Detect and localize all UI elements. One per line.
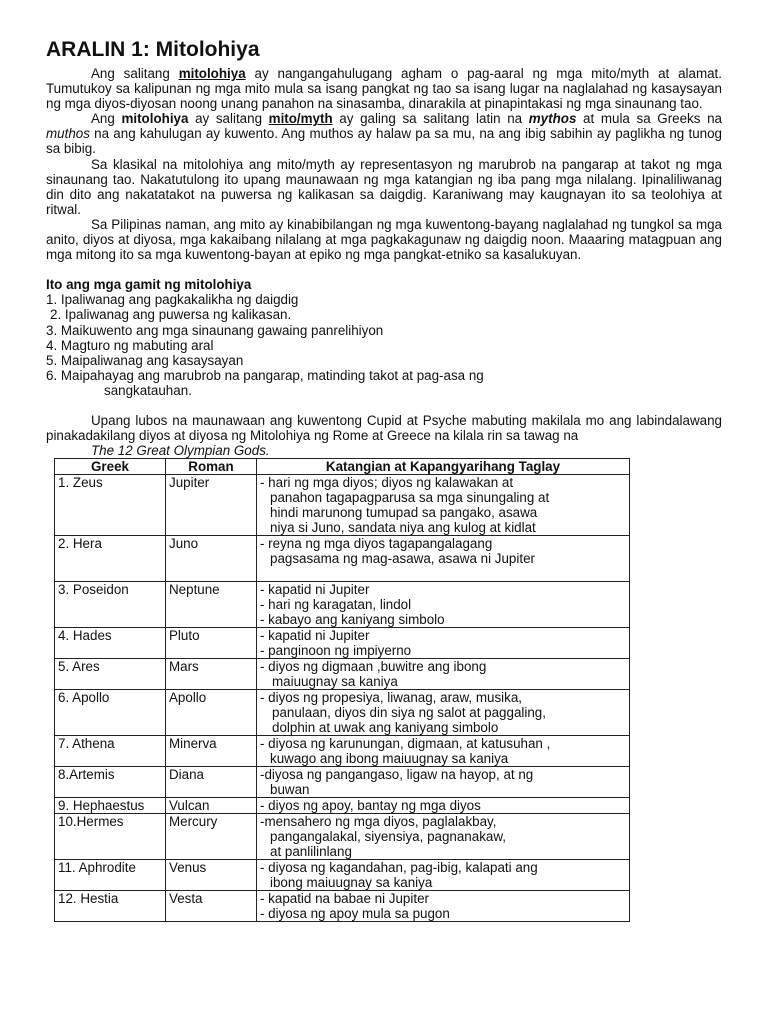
term-mitolohiya-bold: mitolohiya — [121, 111, 189, 127]
text-run: ay salitang — [188, 111, 269, 127]
cell-description — [257, 860, 630, 891]
list-item: 3. Maikuwento ang mga sinaunang gawaing panrelihiyon — [46, 322, 384, 338]
description-line: - diyos ng propesiya, liwanag, araw, musika, — [260, 690, 522, 706]
table-row — [55, 475, 630, 536]
term-mitolohiya: mitolohiya — [178, 66, 246, 81]
table-row — [55, 628, 630, 659]
cell-description — [257, 767, 630, 798]
description-line: - kapatid na babae ni Jupiter — [260, 891, 429, 907]
cell-description — [257, 814, 630, 860]
cell-greek: 3. Poseidon — [55, 582, 166, 628]
description-line: - diyosa ng kagandahan, pag-ibig, kalapati ang — [260, 860, 538, 876]
list-item: 1. Ipaliwanag ang pagkakalikha ng daigdig — [46, 292, 299, 308]
cell-greek: 8.Artemis — [55, 767, 166, 798]
table-row — [55, 736, 630, 767]
text-run: Ang salitang — [91, 66, 179, 81]
header-roman: Roman — [166, 459, 257, 475]
cell-roman: Venus — [166, 860, 257, 891]
text-run: at mula sa Greeks na — [576, 111, 722, 127]
table-row — [55, 582, 630, 628]
cell-greek: 5. Ares — [55, 659, 166, 690]
list-item: 4. Magturo ng mabuting aral — [46, 337, 214, 353]
description-line: pagsasama ng mag-asawa, asawa ni Jupiter — [270, 551, 535, 567]
description-line: panulaan, diyos din siya ng salot at paggaling, — [272, 705, 546, 721]
description-line: niya si Juno, sandata niya ang kulog at kidlat — [270, 520, 536, 536]
cell-roman: Juno — [166, 536, 257, 582]
cell-roman: Vesta — [166, 891, 257, 922]
description-line: - diyosa ng karunungan, digmaan, at katusuhan , — [260, 736, 551, 752]
paragraph-intro: Upang lubos na maunawaan ang kuwentong Cupid at Psyche mabuting makilala mo ang labindalawang pinakadakilang diyos at diyosa ng Mitolohiya ng Rome at Greece na kilala rin sa tawag na — [46, 412, 722, 444]
cell-roman: Mercury — [166, 814, 257, 860]
description-line: - kapatid ni Jupiter — [260, 628, 370, 644]
description-line: - diyosa ng apoy mula sa pugon — [260, 906, 450, 922]
cell-roman: Mars — [166, 659, 257, 690]
cell-greek: 6. Apollo — [55, 690, 166, 736]
table-caption: The 12 Great Olympian Gods. — [91, 443, 270, 459]
header-greek: Greek — [55, 459, 166, 475]
cell-description — [257, 690, 630, 736]
cell-description — [257, 798, 630, 814]
cell-greek: 7. Athena — [55, 736, 166, 767]
document-page — [46, 38, 722, 922]
term-muthos: muthos — [46, 126, 90, 142]
table-row — [55, 860, 630, 891]
cell-greek: 9. Hephaestus — [55, 798, 166, 814]
description-line: - hari ng mga diyos; diyos ng kalawakan at — [260, 475, 514, 491]
table-row — [55, 814, 630, 860]
cell-description — [257, 582, 630, 628]
description-line: panahon tagapagparusa sa mga sinungaling at — [270, 490, 550, 506]
paragraph-etymology — [46, 111, 722, 156]
cell-roman: Neptune — [166, 582, 257, 628]
cell-roman: Jupiter — [166, 475, 257, 536]
cell-greek: 10.Hermes — [55, 814, 166, 860]
table-row — [55, 659, 630, 690]
description-line: pangangalakal, siyensiya, pagnanakaw, — [270, 829, 506, 845]
description-line: -diyosa ng pangangaso, ligaw na hayop, at ng — [260, 767, 534, 783]
uses-list — [46, 292, 722, 398]
table-body — [55, 475, 630, 922]
cell-description — [257, 736, 630, 767]
paragraph-philippines: Sa Pilipinas naman, ang mito ay kinabibilangan ng mga kuwentong-bayang naglalahad ng tungkol sa mga anito, diyos at diyosa, mga kakaibang nilalang at mga pagkakagunaw ng daigdig noon. Maaaring matagpuan ang mga mitong ito sa mga kuwentong-bayan at epiko ng mga pangkat-etniko sa kasalukuyan. — [46, 216, 722, 263]
description-line: - diyos ng apoy, bantay ng mga diyos — [260, 798, 481, 814]
page-title: ARALIN 1: Mitolohiya — [46, 38, 260, 61]
description-line: maiuugnay sa kaniya — [272, 674, 398, 690]
text-run: na ang kahulugan ay kuwento. Ang muthos ay halaw pa sa mu, na ang ibig sabihin ay paglikha ng tunog sa bibig. — [46, 126, 722, 157]
description-line — [260, 566, 626, 581]
description-line: - hari ng karagatan, lindol — [260, 597, 412, 613]
description-line: at panlilinlang — [270, 844, 352, 860]
description-line: ibong maiuugnay sa kaniya — [270, 875, 433, 891]
header-katangian: Katangian at Kapangyarihang Taglay — [257, 459, 630, 475]
description-line: - reyna ng mga diyos tagapangalagang — [260, 536, 493, 552]
description-line: - diyos ng digmaan ,buwitre ang ibong — [260, 659, 487, 675]
list-item-continuation: sangkatauhan. — [104, 382, 192, 398]
uses-heading: Ito ang mga gamit ng mitolohiya — [46, 277, 252, 293]
table-row — [55, 536, 630, 582]
cell-roman: Pluto — [166, 628, 257, 659]
table-header-row — [55, 459, 630, 475]
table-row — [55, 767, 630, 798]
cell-greek: 11. Aphrodite — [55, 860, 166, 891]
cell-description — [257, 475, 630, 536]
list-item: 5. Maipaliwanag ang kasaysayan — [46, 352, 244, 368]
term-mito-myth: mito/myth — [268, 111, 333, 127]
cell-description — [257, 536, 630, 582]
paragraph-classical: Sa klasikal na mitolohiya ang mito/myth ay representasyon ng marubrob na pangarap at takot ng mga sinaunang tao. Nakatutulong ito upang maunawaan ng mga katangian ng iba pang mga nilalang. Ipinaliliwanag din dito ang nakatatakot na puwersa ng kalikasan sa daigdig. Karaniwang may kaugnayan ito sa teolohiya at ritwal. — [46, 156, 722, 217]
description-line: - panginoon ng impiyerno — [260, 643, 412, 659]
description-line: - kapatid ni Jupiter — [260, 582, 370, 598]
cell-greek: 2. Hera — [55, 536, 166, 582]
text-run: ay galing sa salitang latin na — [332, 111, 529, 127]
description-line: - kabayo ang kaniyang simbolo — [260, 612, 445, 628]
cell-description — [257, 628, 630, 659]
cell-roman: Vulcan — [166, 798, 257, 814]
description-line: kuwago ang ibong maiuugnay sa kaniya — [270, 751, 509, 767]
description-line: dolphin at uwak ang kaniyang simbolo — [272, 720, 499, 736]
term-mythos: mythos — [528, 111, 577, 127]
cell-description — [257, 891, 630, 922]
text-run: ay nangangahulugang agham o pag-aaral ng mga mito/myth at alamat. Tumutukoy sa kalipunan ng mga mito mula sa isang pangkat ng tao sa isang lugar na naglalahad ng kasaysayan ng mga diyos-diyosan noong unang panahon na sinasamba, dinarakila at pinapintakasi ng mga sinaunang tao. — [46, 66, 722, 112]
cell-greek: 4. Hades — [55, 628, 166, 659]
table-row — [55, 690, 630, 736]
cell-roman: Diana — [166, 767, 257, 798]
list-item: 2. Ipaliwanag ang puwersa ng kalikasan. — [50, 307, 292, 323]
gods-table — [54, 458, 630, 922]
cell-roman: Apollo — [166, 690, 257, 736]
table-row — [55, 798, 630, 814]
cell-greek: 12. Hestia — [55, 891, 166, 922]
cell-description — [257, 659, 630, 690]
list-item: 6. Maipahayag ang marubrob na pangarap, matinding takot at pag-asa ng — [46, 367, 484, 383]
description-line: hindi marunong tumupad sa pangako, asawa — [270, 505, 538, 521]
text-run: Ang — [91, 111, 122, 127]
cell-roman: Minerva — [166, 736, 257, 767]
description-line: buwan — [270, 782, 310, 798]
table-row — [55, 891, 630, 922]
cell-greek: 1. Zeus — [55, 475, 166, 536]
paragraph-definition — [46, 66, 722, 111]
description-line: -mensahero ng mga diyos, paglalakbay, — [260, 814, 497, 830]
